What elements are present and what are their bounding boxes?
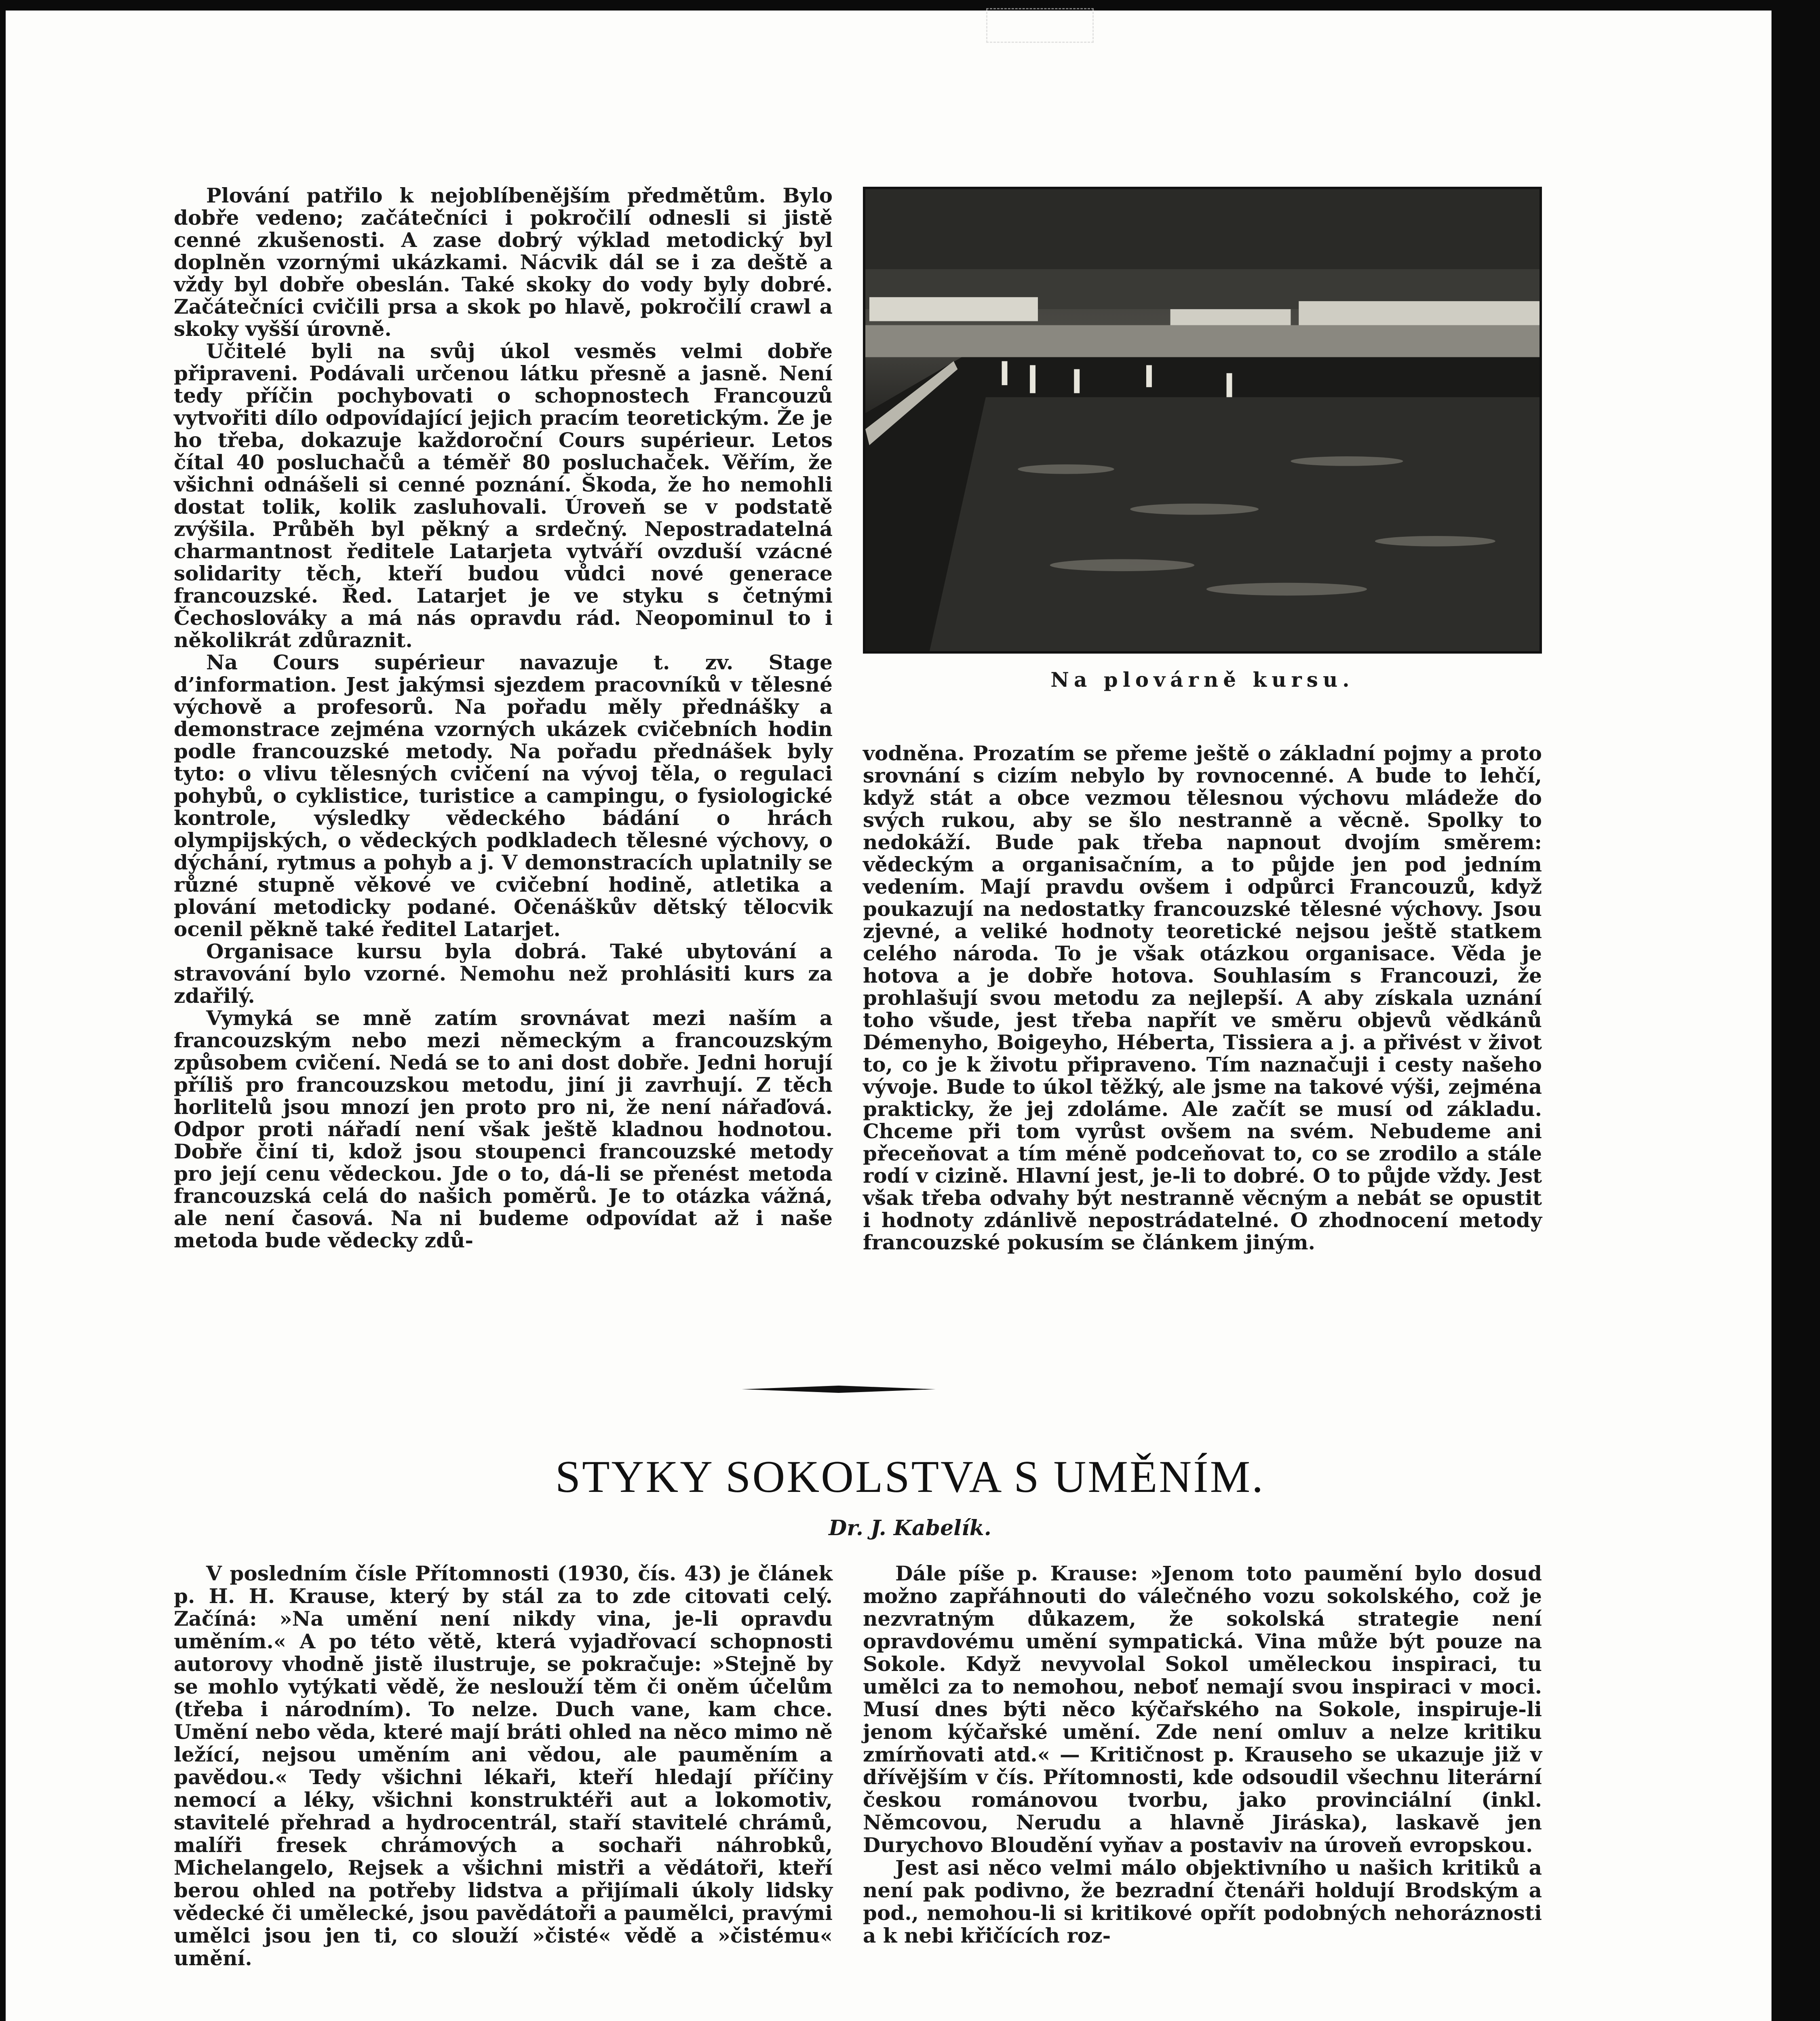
scan-border-top	[0, 0, 1820, 11]
paragraph: Učitelé byli na svůj úkol vesměs velmi dobře připraveni. Podávali určenou látku přesně a jasně. Není tedy příčin pochybovati o schopnostech Francouzů vytvořiti dílo odpovídající jejich pracím teoretickým. Že je ho třeba, dokazuje každoroční Cours supérieur. Letos čítal 40 posluchačů a téměř 80 posluchaček. Věřím, že všichni odnášeli si cenné poznání. Škoda, že ho nemohli dostat tolik, kolik zasluhovali. Úroveň se v podstatě zvýšila. Průběh byl pěkný a srdečný. Nepostradatelná charmantnost ředitele Latarjeta vytváří ovzduší vzácné solidarity těch, kteří budou vůdci nové generace francouzské. Řed. Latarjet je ve styku s četnými Čechoslováky a má nás opravdu rád. Neopominul to i několikrát zdůraznit.	[174, 339, 833, 652]
article-bottom-right-column	[863, 1562, 1542, 1947]
scan-border-left	[0, 0, 6, 2021]
article-top-left-column	[174, 184, 833, 1251]
paragraph: Vymyká se mně zatím srovnávat mezi naším a francouzským nebo mezi německým a francouzským způsobem cvičení. Nedá se to ani dost dobře. Jedni horují příliš pro francouzskou metodu, jiní ji zavrhují. Z těch horlitelů jsou mnozí jen proto pro ni, že není nářaďová. Odpor proti nářadí není však ještě kladnou hodnotou. Dobře činí ti, kdož jsou stoupenci francouzské metody pro její cenu vědeckou. Jde o to, dá-li se přenést metoda francouzská celá do našich poměrů. Je to otázka vážná, ale není časová. Na ni budeme odpovídat až i naše metoda bude vědecky zdů-	[174, 1006, 833, 1252]
scan-border-right	[1771, 0, 1820, 2021]
swimming-pool-photo	[863, 187, 1542, 654]
article-top-right-column	[863, 742, 1542, 1253]
paragraph: Jest asi něco velmi málo objektivního u našich kritiků a není pak podivno, že bezradní čtenáři holdují Brodským a pod., nemohou-li si kritikové opřít podobných nehoráznosti a k nebi křičících roz-	[863, 1856, 1542, 1947]
photo-illustration	[865, 189, 1540, 651]
paragraph: Dále píše p. Krause: »Jenom toto paumění bylo dosud možno zapřáhnouti do válečného vozu sokolského, což je nezvratným důkazem, že sokolská strategie není opravdovému umění sympatická. Vina může být pouze na Sokole. Když nevyvolal Sokol uměleckou inspiraci, tu umělci za to nemohou, neboť nemají svou inspiraci v moci. Musí dnes býti něco kýčařského na Sokole, inspiruje-li jenom kýčařské umění. Zde není omluv a nelze kritiku zmírňovati atd.« — Kritičnost p. Krauseho se ukazuje již v dřívějším v čís. Přítomnosti, kde odsoudil všechnu literární českou románovou tvorbu, jako provinciální (inkl. Němcovou, Nerudu a hlavně Jiráska), laskavě jen Durychovo Bloudění vyňav a postaviv na úroveň evropskou.	[863, 1561, 1542, 1857]
article-author: Dr. J. Kabelík.	[829, 1516, 991, 1540]
article-title: STYKY SOKOLSTVA S UMĚNÍM.	[555, 1452, 1265, 1502]
paragraph: Organisace kursu byla dobrá. Také ubytování a stravování bylo vzorné. Nemohu než prohlásiti kurs za zdařilý.	[174, 939, 833, 1008]
photo-caption: Na plovárně kursu.	[1050, 668, 1354, 692]
paragraph: Na Cours supérieur navazuje t. zv. Stage d’information. Jest jakýmsi sjezdem pracovníků v tělesné výchově a profesorů. Na pořadu měly přednášky a demonstrace zejména vzorných ukázek cvičebních hodin podle francouzské metody. Na pořadu přednášek byly tyto: o vlivu tělesných cvičení na vývoj těla, o regulaci pohybů, o cyklistice, turistice a campingu, o fysiologické kontrole, výsledky vědeckého bádání o hrách olympijských, o vědeckých podkladech tělesné výchovy, o dýchání, rytmus a pohyb a j. V demonstracích uplatnily se různé stupně věkové ve cvičební hodině, atletika a plování metodicky podané. Očenáškův dětský tělocvik ocenil pěkně také ředitel Latarjet.	[174, 650, 833, 941]
paragraph: vodněna. Prozatím se přeme ještě o základní pojmy a proto srovnání s cizím nebylo by rovnocenné. A bude to lehčí, když stát a obce vezmou tělesnou výchovu mládeže do svých rukou, aby se šlo nestranně a věcně. Spolky to nedokáží. Bude pak třeba napnout dvojím směrem: vědeckým a organisačním, a to půjde jen pod jedním vedením. Mají pravdu ovšem i odpůrci Francouzů, když poukazují na nedostatky francouzské tělesné výchovy. Jsou zjevné, a veliké hodnoty teoretické nejsou ještě statkem celého národa. To je však otázkou organisace. Věda je hotova a je dobře hotova. Souhlasím s Francouzi, že prohlašují svou metodu za nejlepší. A aby získala uznání toho všude, jest třeba napřít ve směru objevů vědkánů Démenyho, Boigeyho, Héberta, Tissiera a j. a přivést v život to, co je k životu připraveno. Tím naznačuji i cesty našeho vývoje. Bude to úkol těžký, ale jsme na takové výši, zejména prakticky, že jej zdoláme. Ale začít se musí od základu. Chceme při tom vyrůst ovšem na svém. Nebudeme ani přeceňovat a tím méně podceňovat to, co se zrodilo a stále rodí v cizině. Hlavní jest, je-li to dobré. O to půjde vždy. Jest však třeba odvahy být nestranně věcným a nebát se opustit i hodnoty zdánlivě nepostrádatelné. O zhodnocení metody francouzské pokusím se článkem jiným.	[863, 741, 1542, 1254]
paragraph: Plování patřilo k nejoblíbenějším předmětům. Bylo dobře vedeno; začátečníci i pokročilí odnesli si jistě cenné zkušenosti. A zase dobrý výklad metodický byl doplněn vzornými ukázkami. Nácvik dál se i za deště a vždy byl dobře obeslán. Také skoky do vody byly dobré. Začátečníci cvičili prsa a skok po hlavě, pokročilí crawl a skoky vyšší úrovně.	[174, 184, 833, 341]
section-divider	[742, 1386, 936, 1393]
paragraph: V posledním čísle Přítomnosti (1930, čís. 43) je článek p. H. H. Krause, který by stál za to zde citovati celý. Začíná: »Na umění není nikdy vina, je-li opravdu uměním.« A po této větě, která vyjadřovací schopnosti autorovy vhodně jistě ilustruje, se pokračuje: »Stejně by se mohlo vytýkati vědě, že neslouží těm či oněm účelům (třeba i národním). To nelze. Duch vane, kam chce. Umění nebo věda, které mají bráti ohled na něco mimo ně ležící, nejsou uměním ani vědou, ale pauměním a pavědou.« Tedy všichni lékaři, kteří hledají příčiny nemocí a léky, všichni konstruktéři aut a lokomotiv, stavitelé přehrad a hydrocentrál, staří stavitelé chrámů, malíři fresek chrámových a sochaři náhrobků, Michelangelo, Rejsek a všichni mistři a vědátoři, kteří berou ohled na potřeby lidstva a přijímali úkoly lidsky vědecké či umělecké, jsou pavědátoři a paumělci, pravými umělci jsou jen ti, co slouží »čisté« vědě a »čistému« umění.	[174, 1561, 833, 1970]
article-bottom-left-column	[174, 1562, 833, 1970]
faint-header-mark	[986, 8, 1094, 43]
